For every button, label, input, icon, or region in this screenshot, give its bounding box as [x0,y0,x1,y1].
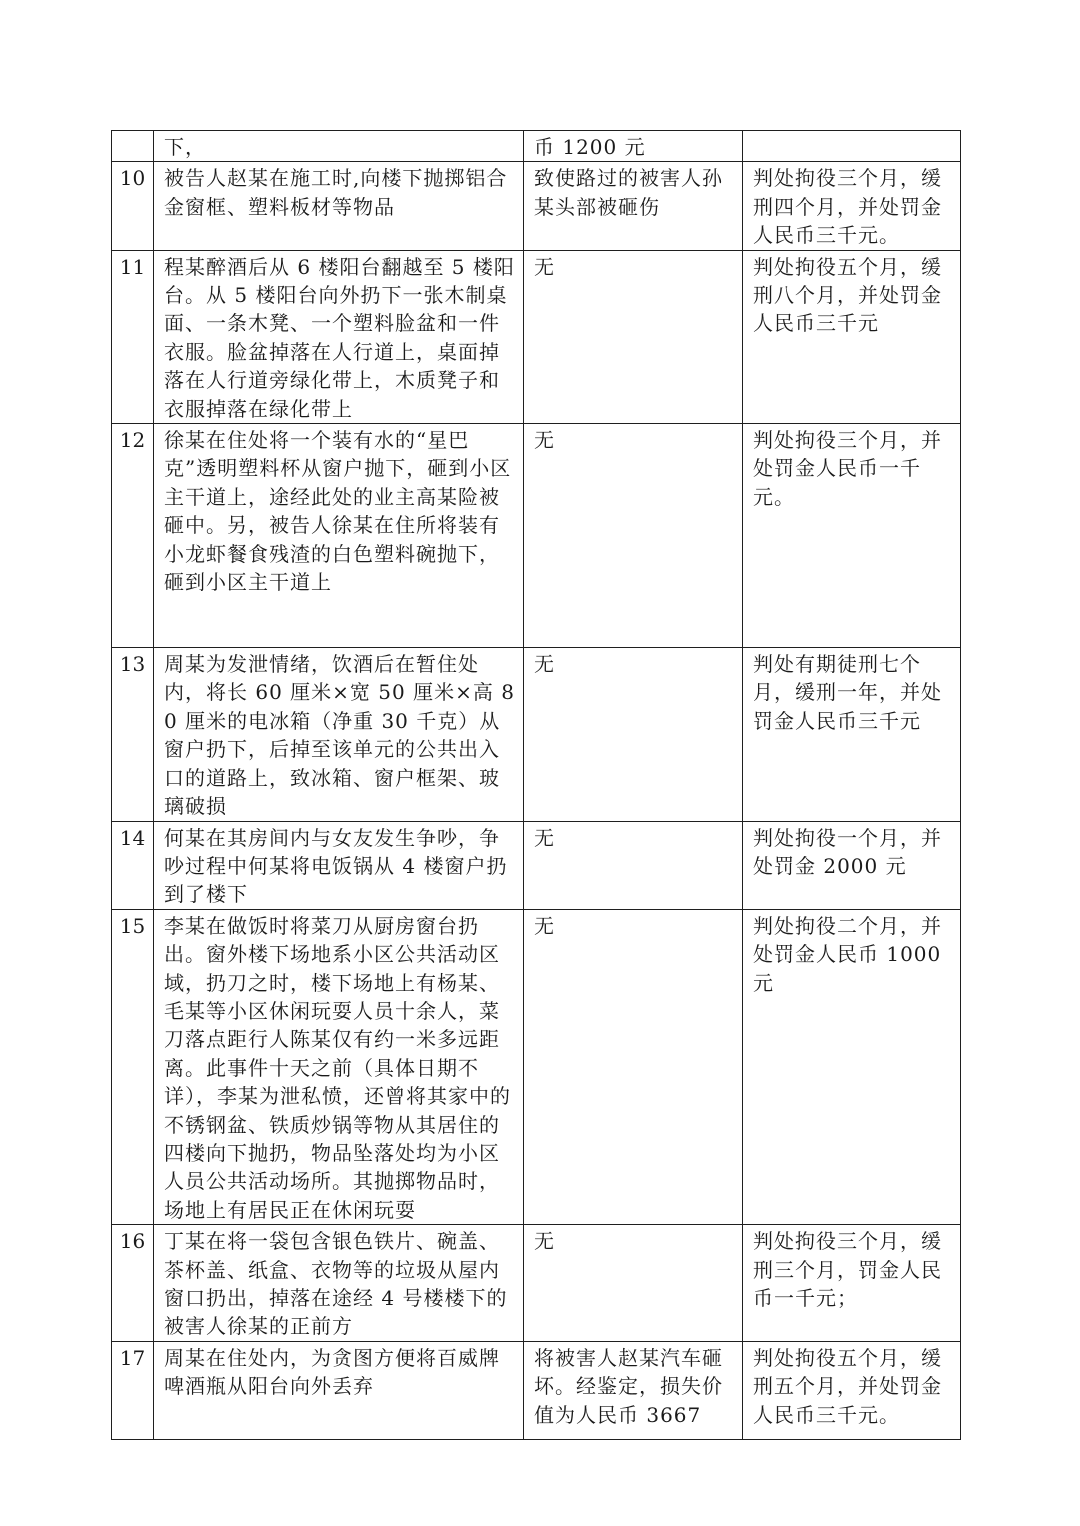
case-sentence-cell [743,424,961,648]
case-sentence-cell [743,162,961,250]
case-number: 10 [119,166,146,191]
case-number-cell [112,909,154,1224]
case-number: 11 [119,254,146,279]
case-sentence: 判处拘役二个月，并处罚金人民币 1000 元 [753,913,942,995]
case-facts-cell [154,821,524,909]
case-consequence: 无 [534,254,555,279]
case-consequence-cell [524,1341,743,1439]
case-facts-cell [154,648,524,821]
case-facts: 丁某在将一袋包含银色铁片、碗盖、茶杯盖、纸盒、衣物等的垃圾从屋内窗口扔出，掉落在途经 4 号楼楼下的被害人徐某的正前方 [164,1229,508,1339]
case-consequence: 无 [534,428,555,453]
case-table [111,130,961,1440]
table-row [112,1225,961,1342]
case-consequence: 致使路过的被害人孙某头部被砸伤 [534,166,723,219]
case-number: 13 [119,652,146,677]
case-facts-cell [154,162,524,250]
table-row [112,1341,961,1439]
case-facts-cell [154,424,524,648]
case-facts: 徐某在住处将一个装有水的“星巴克”透明塑料杯从窗户抛下，砸到小区主干道上，途经此处的业主高某险被砸中。另，被告人徐某在住所将装有小龙虾餐食残渣的白色塑料碗抛下，砸到小区主干道上 [164,428,512,595]
case-sentence: 判处拘役三个月，并处罚金人民币一千元。 [753,428,942,509]
case-consequence: 将被害人赵某汽车砸坏。经鉴定，损失价值为人民币 3667 [534,1345,723,1427]
case-consequence-cell [524,821,743,909]
case-consequence: 无 [534,652,555,677]
case-sentence: 判处拘役五个月，缓刑八个月，并处罚金人民币三千元 [753,254,942,336]
case-facts: 李某在做饭时将菜刀从厨房窗台扔出。窗外楼下场地系小区公共活动区域，扔刀之时，楼下场地上有杨某、毛某等小区休闲玩耍人员十余人，菜刀落点距行人陈某仅有约一米多远距离。此事件十天之前（具体日期不详），李某为泄私愤，还曾将其家中的不锈钢盆、铁质炒锅等物从其居住的四楼向下抛扔，物品坠落处均为小区人员公共活动场所。其抛掷物品时，场地上有居民正在休闲玩耍 [164,913,511,1222]
table-row [112,250,961,423]
case-sentence: 判处拘役三个月，缓刑四个月，并处罚金人民币三千元。 [753,166,942,248]
table-row [112,424,961,648]
case-consequence-cell [524,909,743,1224]
case-number-cell [112,1341,154,1439]
case-sentence: 判处拘役五个月，缓刑五个月，并处罚金人民币三千元。 [753,1345,942,1427]
case-consequence-cell [524,648,743,821]
case-consequence: 币 1200 元 [534,135,646,159]
case-sentence: 判处有期徒刑七个月，缓刑一年，并处罚金人民币三千元 [753,652,942,733]
case-number-cell [112,131,154,162]
case-facts: 程某醉酒后从 6 楼阳台翻越至 5 楼阳台。从 5 楼阳台向外扔下一张木制桌面、一条木凳、一个塑料脸盆和一件衣服。脸盆掉落在人行道上，桌面掉落在人行道旁绿化带上，木质凳子和衣服掉落在绿化带上 [164,254,515,421]
table-row [112,648,961,821]
case-number-cell [112,1225,154,1342]
case-consequence-cell [524,1225,743,1342]
table-row [112,162,961,250]
case-facts: 周某为发泄情绪，饮酒后在暂住处内，将长 60 厘米×宽 50 厘米×高 80 厘米的电冰箱（净重 30 千克）从窗户扔下，后掉至该单元的公共出入口的道路上，致冰箱、窗户框架、玻璃破损 [164,652,515,819]
case-number-cell [112,821,154,909]
case-sentence-cell [743,1225,961,1342]
case-facts-cell [154,1225,524,1342]
case-facts-cell [154,131,524,162]
table-row [112,909,961,1224]
case-facts: 下， [164,135,206,159]
case-facts: 何某在其房间内与女友发生争吵，争吵过程中何某将电饭锅从 4 楼窗户扔到了楼下 [164,825,508,907]
case-facts: 周某在住处内，为贪图方便将百威牌啤酒瓶从阳台向外丢弃 [164,1345,500,1399]
case-sentence-cell [743,821,961,909]
case-sentence-cell [743,250,961,423]
case-consequence-cell [524,162,743,250]
case-consequence-cell [524,424,743,648]
case-number-cell [112,648,154,821]
case-facts-cell [154,1341,524,1439]
case-consequence: 无 [534,913,555,938]
case-number: 17 [119,1345,146,1370]
case-sentence-cell [743,909,961,1224]
case-sentence-cell [743,1341,961,1439]
case-number: 12 [119,428,146,453]
table-row [112,131,961,162]
case-number: 16 [119,1229,146,1254]
case-sentence: 判处拘役一个月，并处罚金 2000 元 [753,825,942,878]
case-facts-cell [154,909,524,1224]
table-row [112,821,961,909]
case-consequence: 无 [534,825,555,850]
case-facts: 被告人赵某在施工时,向楼下抛掷铝合金窗框、塑料板材等物品 [164,166,508,219]
case-consequence-cell [524,131,743,162]
case-sentence-cell [743,648,961,821]
case-number-cell [112,162,154,250]
case-number: 14 [119,825,146,850]
case-facts-cell [154,250,524,423]
case-number-cell [112,424,154,648]
case-consequence-cell [524,250,743,423]
case-number: 15 [119,913,146,938]
case-number-cell [112,250,154,423]
case-sentence: 判处拘役三个月，缓刑三个月，罚金人民币一千元； [753,1229,942,1310]
case-consequence: 无 [534,1229,555,1254]
case-sentence-cell [743,131,961,162]
